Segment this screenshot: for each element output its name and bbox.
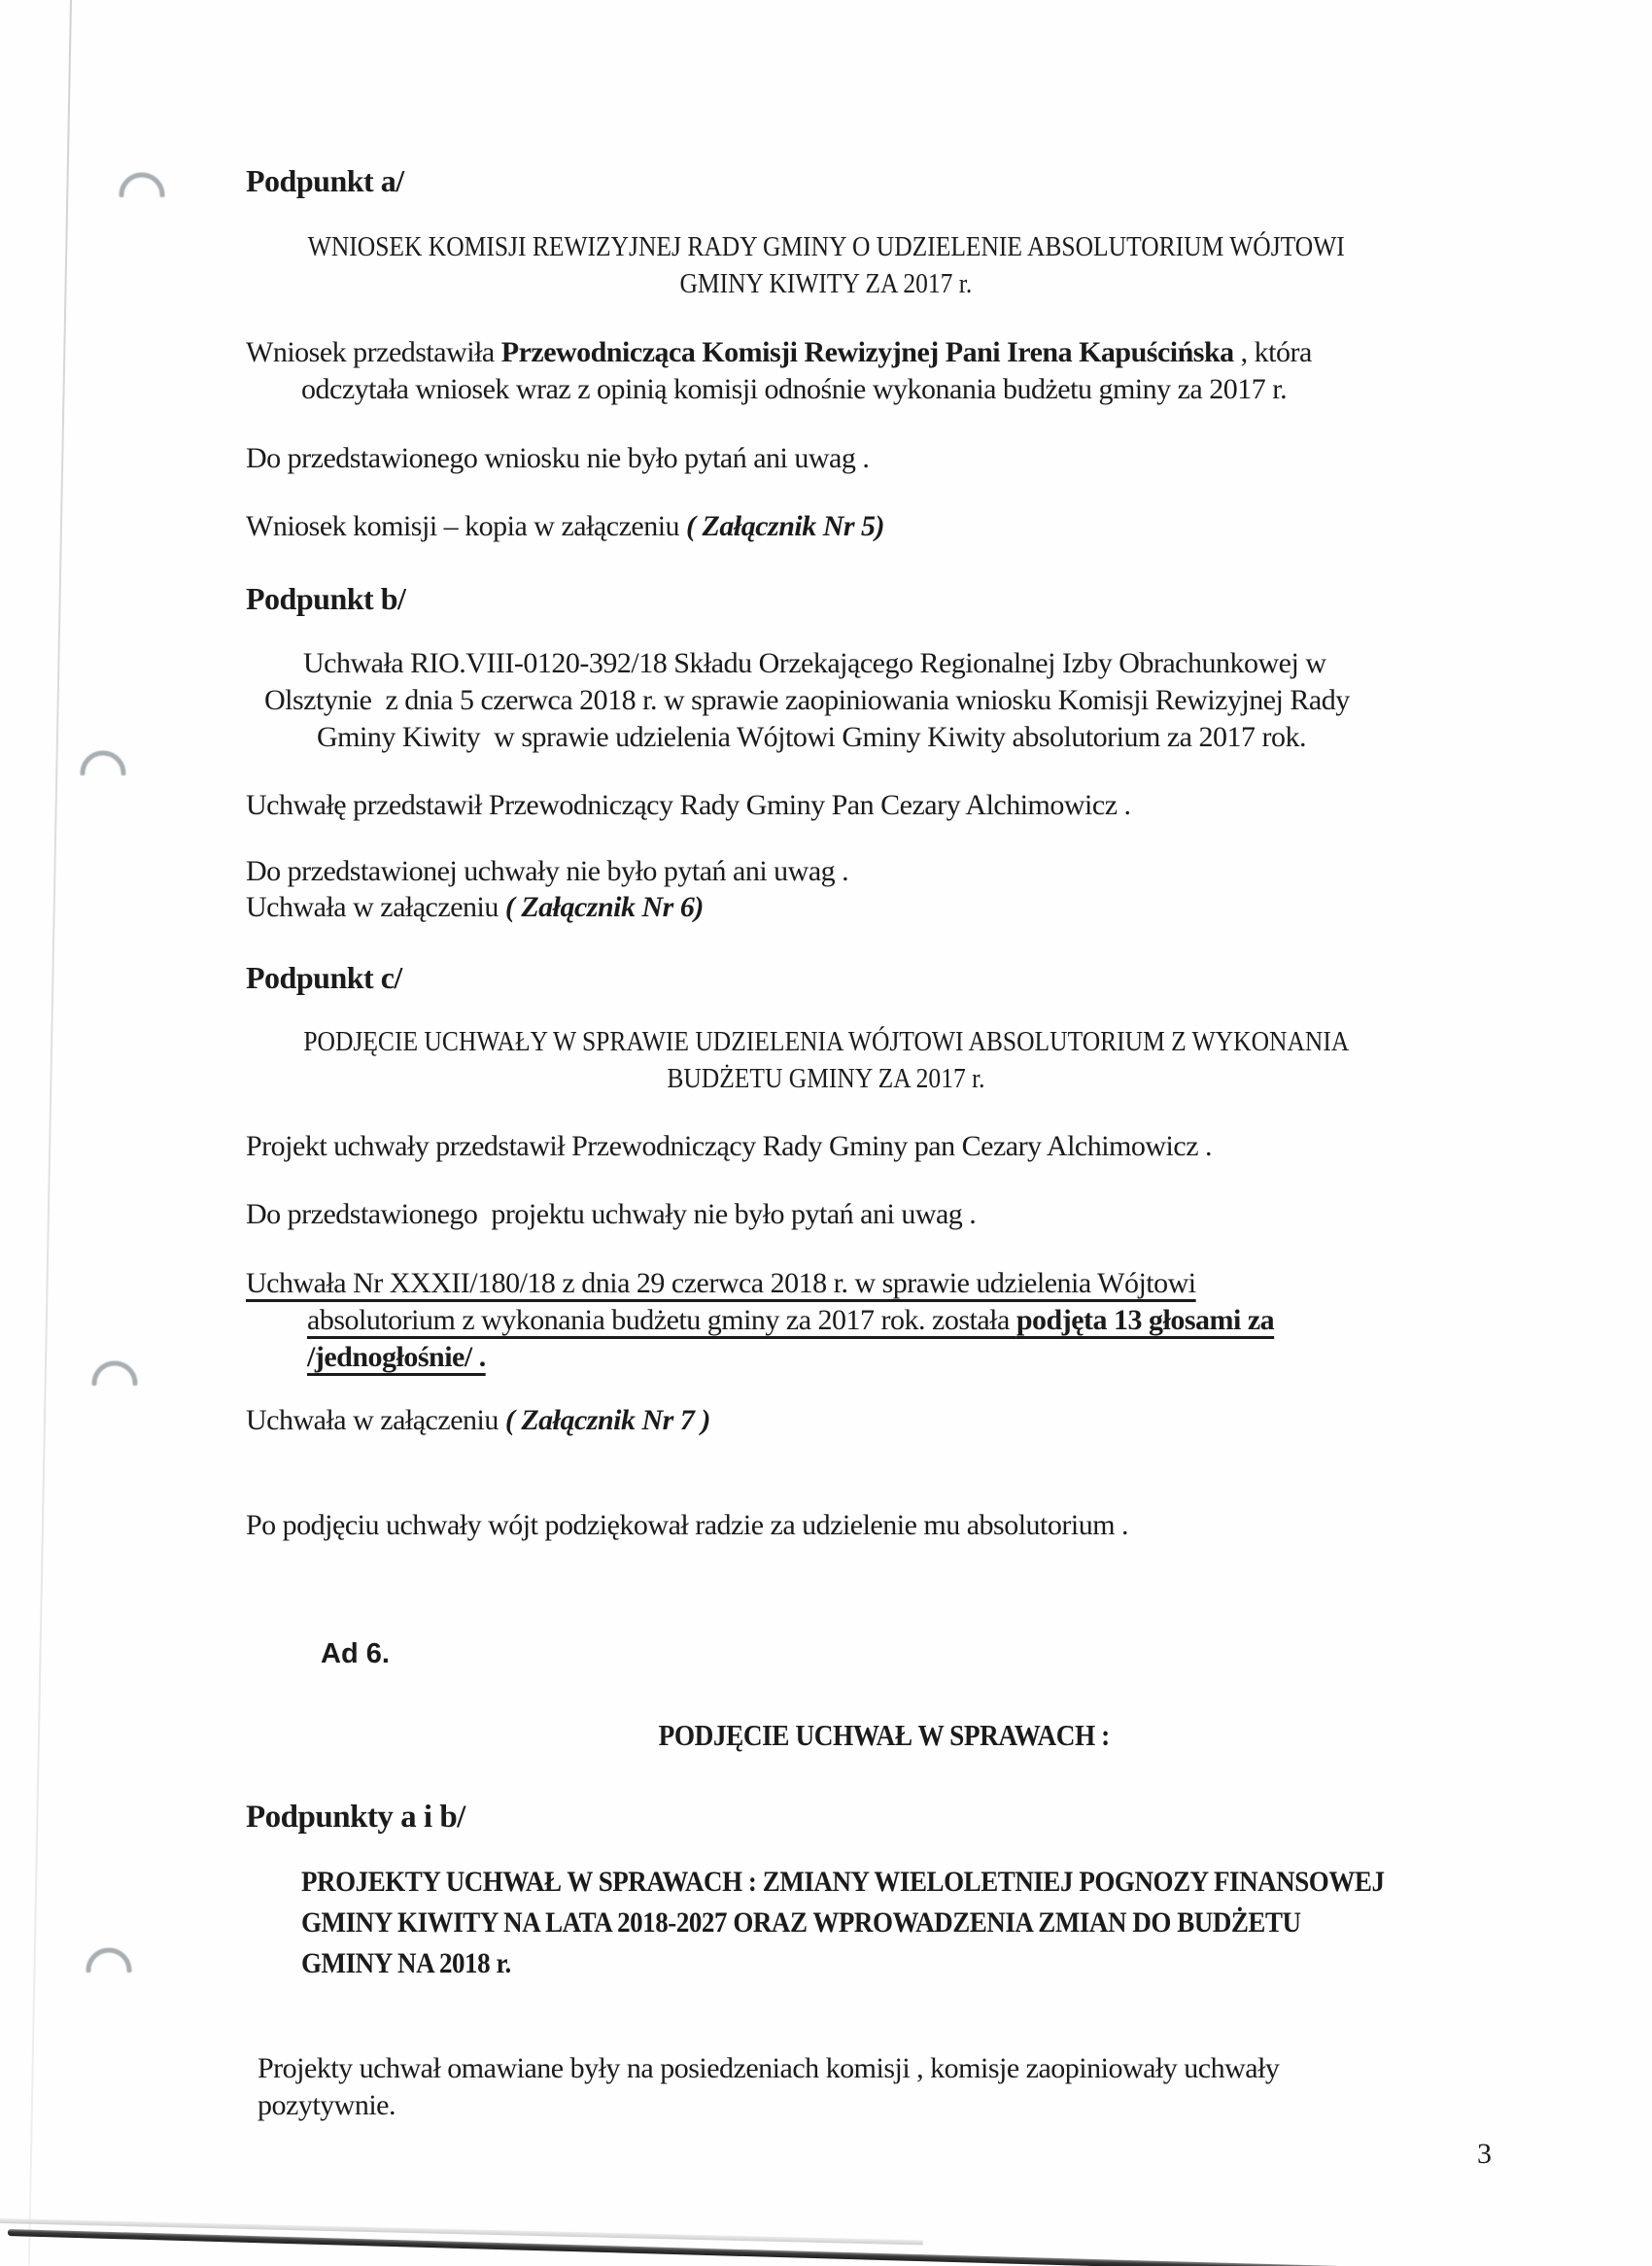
text-segment: Uchwała w załączeniu	[246, 891, 505, 923]
text-segment: Wniosek komisji – kopia w załączeniu	[246, 510, 687, 542]
page-edge-line	[28, 0, 72, 2266]
body-line-attachment-5	[246, 510, 884, 544]
body-line-rio-3: Gminy Kiwity w sprawie udzielenia Wójtowi Gminy Kiwity absolutorium za 2017 rok.	[317, 721, 1306, 753]
text-segment-bold: Przewodnicząca Komisji Rewizyjnej Pani Irena Kapuścińska	[500, 336, 1234, 368]
body-line-no-questions-projekt: Do przedstawionego projektu uchwały nie było pytań ani uwag .	[246, 1198, 977, 1230]
heading-wniosek-line1	[0, 231, 1652, 263]
heading-podjecie-uchwal	[0, 1718, 1652, 1753]
body-line-uchwale-przedstawil: Uchwałę przedstawił Przewodniczący Rady Gminy Pan Cezary Alchimowicz .	[246, 789, 1131, 821]
page-number: 3	[1477, 2138, 1492, 2170]
section-label-podpunkt-b: Podpunkt b/	[246, 581, 406, 616]
body-line-omawiane-1: Projekty uchwał omawiane były na posiedzeniach komisji , komisje zaopiniowały uchwały	[258, 2052, 1280, 2084]
heading-text: GMINY NA 2018 r.	[301, 1947, 511, 1979]
section-label-podpunkt-c: Podpunkt c/	[246, 960, 402, 995]
body-line-wniosek-1	[246, 336, 1312, 370]
hole-punch-mark	[91, 1358, 138, 1386]
text-segment: Uchwała w załączeniu	[246, 1404, 505, 1436]
attachment-ref: ( Załącznik Nr 6)	[504, 891, 704, 923]
body-line-no-questions-wniosek: Do przedstawionego wniosku nie było pytań ani uwag .	[246, 442, 870, 474]
resolution-line-1: Uchwała Nr XXXII/180/18 z dnia 29 czerwca 2018 r. w sprawie udzielenia Wójtowi	[246, 1267, 1196, 1299]
hole-punch-mark	[86, 1945, 132, 1973]
text-segment: Wniosek przedstawiła	[246, 336, 501, 368]
text-segment: absolutorium z wykonania budżetu gminy za 2017 rok. została	[307, 1304, 1016, 1336]
hole-punch-mark	[80, 748, 126, 775]
section-label-podpunkt-a: Podpunkt a/	[246, 163, 404, 198]
heading-text: PODJĘCIE UCHWAŁ W SPRAWACH :	[658, 1718, 1111, 1752]
vote-result-bold: podjęta 13 głosami za	[1015, 1304, 1275, 1336]
heading-text: PROJEKTY UCHWAŁ W SPRAWACH : ZMIANY WIELOLETNIEJ POGNOZY FINANSOWEJ	[301, 1866, 1385, 1898]
resolution-line-3: /jednogłośnie/ .	[307, 1341, 486, 1373]
body-line-attachment-6	[246, 891, 704, 925]
body-line-attachment-7	[246, 1404, 710, 1438]
body-line-po-podjeciu: Po podjęciu uchwały wójt podziękował radzie za udzielenie mu absolutorium .	[246, 1509, 1129, 1541]
attachment-ref: ( Załącznik Nr 7 )	[504, 1404, 710, 1436]
heading-text: WNIOSEK KOMISJI REWIZYJNEJ RADY GMINY O UDZIELENIE ABSOLUTORIUM WÓJTOWI	[307, 231, 1345, 262]
heading-wniosek-line2	[0, 268, 1652, 300]
body-line-rio-2: Olsztynie z dnia 5 czerwca 2018 r. w sprawie zaopiniowania wniosku Komisji Rewizyjnej Rady	[264, 684, 1350, 716]
projekty-heading-line2	[301, 1906, 1412, 1940]
text-segment: , która	[1233, 336, 1312, 368]
heading-text: GMINY KIWITY NA LATA 2018-2027 ORAZ WPROWADZENIA ZMIAN DO BUDŻETU	[301, 1906, 1301, 1939]
heading-podjecie-line2	[0, 1063, 1652, 1095]
hole-punch-mark	[119, 170, 165, 197]
body-line-omawiane-2: pozytywnie.	[258, 2089, 396, 2121]
body-line-wniosek-2: odczytała wniosek wraz z opinią komisji odnośnie wykonania budżetu gminy za 2017 r.	[301, 373, 1288, 405]
body-line-rio-1: Uchwała RIO.VIII-0120-392/18 Składu Orzekającego Regionalnej Izby Obrachunkowej w	[303, 647, 1326, 679]
body-line-projekt-przedstawil: Projekt uchwały przedstawił Przewodniczący Rady Gminy pan Cezary Alchimowicz .	[246, 1130, 1213, 1162]
heading-text: GMINY KIWITY ZA 2017 r.	[679, 268, 973, 299]
projekty-heading-line3	[301, 1947, 534, 1981]
heading-podjecie-line1	[0, 1026, 1652, 1058]
section-label-ad6: Ad 6.	[321, 1638, 390, 1669]
resolution-line-2	[307, 1304, 1274, 1338]
heading-text: PODJĘCIE UCHWAŁY W SPRAWIE UDZIELENIA WÓJTOWI ABSOLUTORIUM Z WYKONANIA	[303, 1026, 1349, 1057]
projekty-heading-line1	[301, 1866, 1504, 1900]
section-label-podpunkty-ab: Podpunkty a i b/	[246, 1800, 465, 1835]
attachment-ref: ( Załącznik Nr 5)	[686, 510, 885, 542]
body-line-no-questions-uchwala: Do przedstawionej uchwały nie było pytań ani uwag .	[246, 855, 849, 887]
heading-text: BUDŻETU GMINY ZA 2017 r.	[667, 1063, 985, 1094]
